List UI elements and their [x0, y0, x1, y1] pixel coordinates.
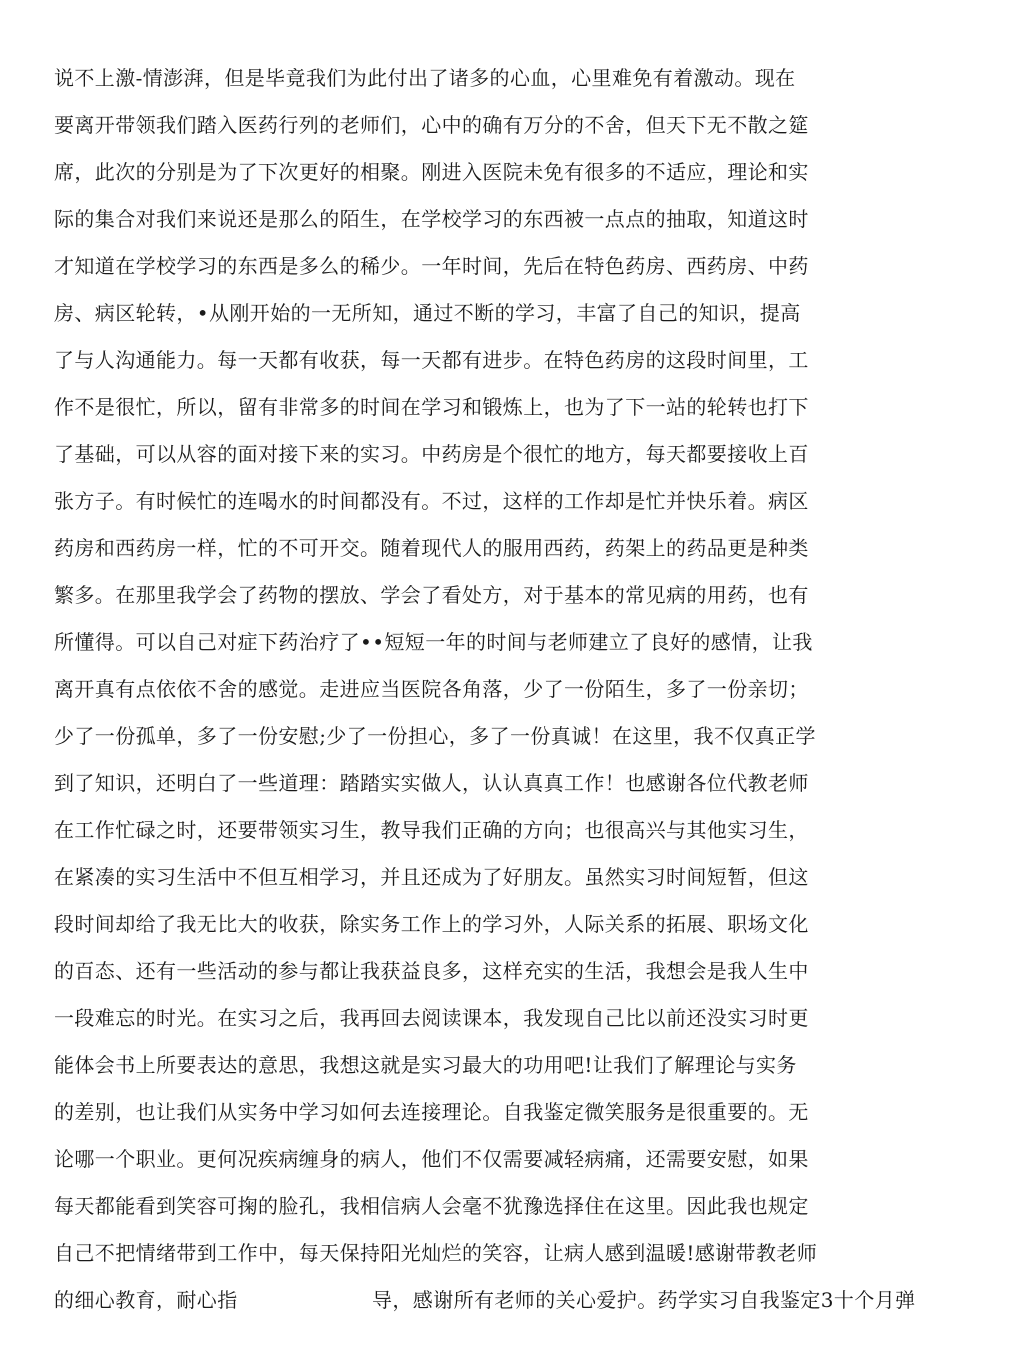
text-line-17: 在工作忙碌之时，还要带领实习生，教导我们正确的方向；也很高兴与其他实习生，: [54, 818, 809, 842]
text-line-6: 房、病区轮转，•从刚开始的一无所知，通过不断的学习，丰富了自己的知识，提高: [54, 301, 801, 325]
text-line-25: 每天都能看到笑容可掬的脸孔，我相信病人会毫不犹豫选择住在这里。因此我也规定: [54, 1194, 809, 1218]
text-line-12: 繁多。在那里我学会了药物的摆放、学会了看处方，对于基本的常见病的用药，也有: [54, 583, 809, 607]
text-line-15: 少了一份孤单，多了一份安慰;少了一份担心，多了一份真诚！在这里，我不仅真正学: [54, 724, 816, 748]
text-line-21: 一段难忘的时光。在实习之后，我再回去阅读课本，我发现自己比以前还没实习时更: [54, 1006, 809, 1030]
text-line-7: 了与人沟通能力。每一天都有收获，每一天都有进步。在特色药房的这段时间里，工: [54, 348, 809, 372]
text-line-23: 的差别，也让我们从实务中学习如何去连接理论。自我鉴定微笑服务是很重要的。无: [54, 1100, 809, 1124]
text-line-26: 自己不把情绪带到工作中，每天保持阳光灿烂的笑容，让病人感到温暖!感谢带教老师: [54, 1241, 818, 1265]
text-line-27-right: 导，感谢所有老师的关心爱护。药学实习自我鉴定3十个月弹: [372, 1288, 916, 1312]
text-line-14: 离开真有点依依不舍的感觉。走进应当医院各角落，少了一份陌生，多了一份亲切；: [54, 677, 809, 701]
text-line-3: 席，此次的分别是为了下次更好的相聚。刚进入医院未免有很多的不适应，理论和实: [54, 160, 809, 184]
text-line-24: 论哪一个职业。更何况疾病缠身的病人，他们不仅需要减轻病痛，还需要安慰，如果: [54, 1147, 809, 1171]
text-line-13: 所懂得。可以自己对症下药治疗了••短短一年的时间与老师建立了良好的感情，让我: [54, 630, 813, 654]
text-line-10: 张方子。有时候忙的连喝水的时间都没有。不过，这样的工作却是忙并快乐着。病区: [54, 489, 809, 513]
text-line-8: 作不是很忙，所以，留有非常多的时间在学习和锻炼上，也为了下一站的轮转也打下: [54, 395, 809, 419]
text-line-18: 在紧凑的实习生活中不但互相学习，并且还成为了好朋友。虽然实习时间短暂，但这: [54, 865, 809, 889]
text-line-5: 才知道在学校学习的东西是多么的稀少。一年时间，先后在特色药房、西药房、中药: [54, 254, 809, 278]
text-line-11: 药房和西药房一样，忙的不可开交。随着现代人的服用西药，药架上的药品更是种类: [54, 536, 809, 560]
text-line-20: 的百态、还有一些活动的参与都让我获益良多，这样充实的生活，我想会是我人生中: [54, 959, 809, 983]
text-line-2: 要离开带领我们踏入医药行列的老师们，心中的确有万分的不舍，但天下无不散之筵: [54, 113, 809, 137]
text-line-27-left: 的细心教育，耐心指: [54, 1288, 238, 1312]
text-line-16: 到了知识，还明白了一些道理：踏踏实实做人，认认真真工作！也感谢各位代教老师: [54, 771, 809, 795]
text-line-4: 际的集合对我们来说还是那么的陌生，在学校学习的东西被一点点的抽取，知道这时: [54, 207, 809, 231]
text-line-19: 段时间却给了我无比大的收获，除实务工作上的学习外，人际关系的拓展、职场文化: [54, 912, 809, 936]
text-line-1: 说不上激-情澎湃，但是毕竟我们为此付出了诸多的心血，心里难免有着激动。现在: [54, 66, 796, 90]
text-line-22: 能体会书上所要表达的意思，我想这就是实习最大的功用吧!让我们了解理论与实务: [54, 1053, 797, 1077]
text-line-9: 了基础，可以从容的面对接下来的实习。中药房是个很忙的地方，每天都要接收上百: [54, 442, 809, 466]
